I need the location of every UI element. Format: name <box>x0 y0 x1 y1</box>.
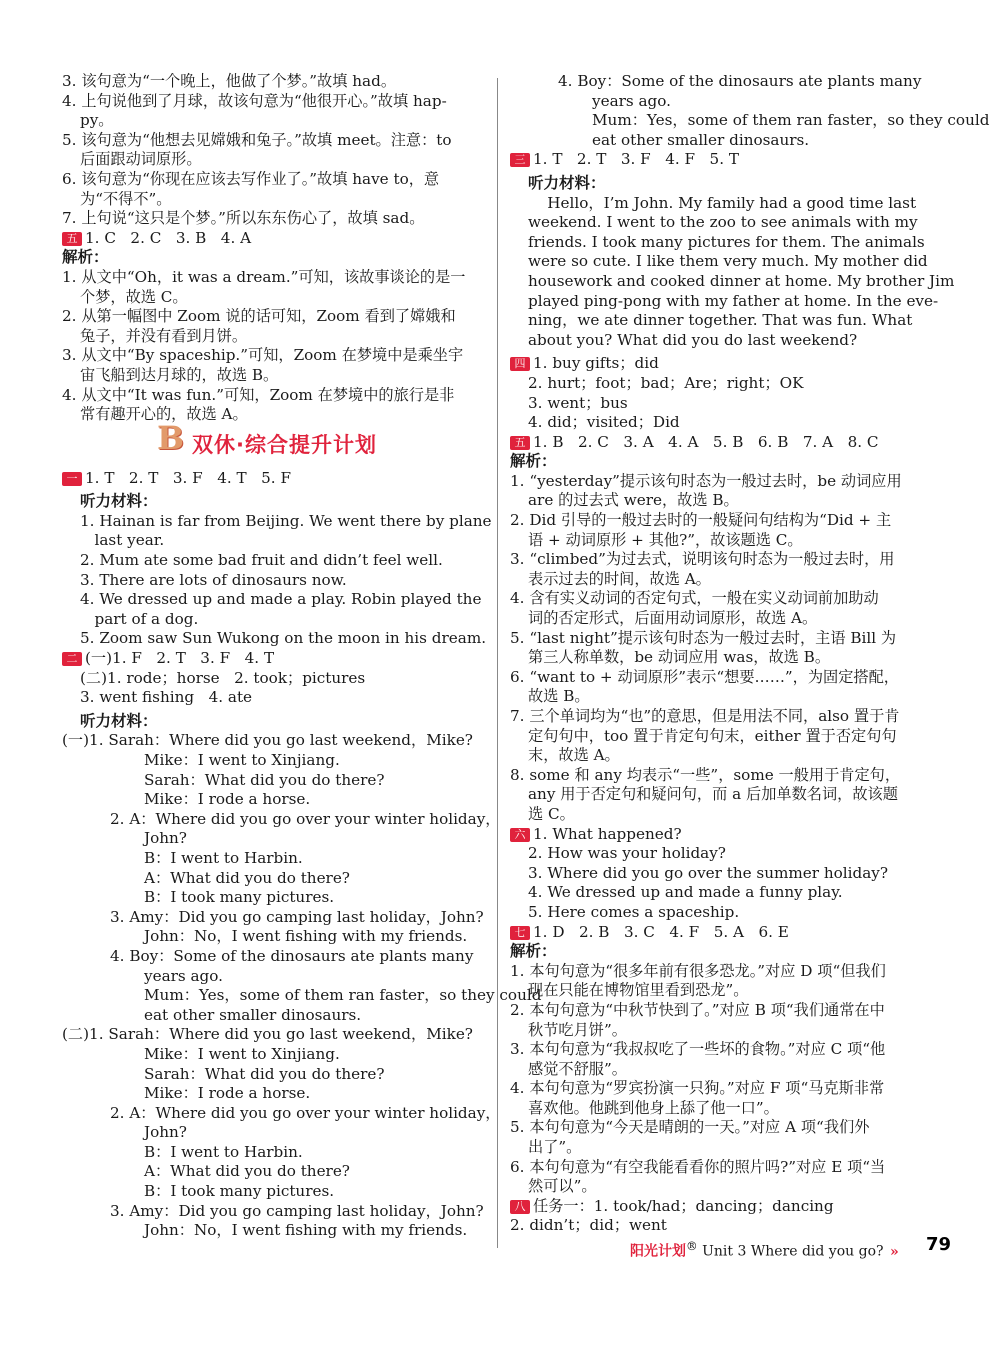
registered-mark: ® <box>686 1239 698 1253</box>
page-footer <box>630 1239 899 1261</box>
text-line: 语 + 动词原形 + 其他?”，故该题选 C。 <box>528 530 803 549</box>
analysis-heading: 解析： <box>62 248 109 267</box>
text-line: 6. 该句意为“你现在应该去写作业了。”故填 have to，意 <box>62 169 440 188</box>
text-line: years ago. <box>592 91 671 110</box>
section-six-answers: 六 1. What happened? <box>510 825 930 845</box>
text-line: 秋节吃月饼”。 <box>528 1020 627 1039</box>
section-banner <box>62 418 492 465</box>
text-line: 3. Where did you go over the summer holiday? <box>528 863 889 882</box>
text-line: 个梦，故选 C。 <box>80 287 188 306</box>
text-line: 4. 含有实义动词的否定句式，一般在实义动词前加助动 <box>510 589 879 608</box>
listening-passage <box>510 193 955 351</box>
page-number: 79 <box>926 1234 952 1255</box>
text-line: 4. 上句说他到了月球，故该句意为“他很开心。”故填 hap- <box>62 91 447 110</box>
unit-title: Unit 3 Where did you go? <box>702 1243 884 1260</box>
text-line: 6. 本句句意为“有空我能看看你的照片吗?”对应 E 项“当 <box>510 1157 886 1176</box>
text-line: 4. 本句句意为“罗宾扮演一只狗。”对应 F 项“马克斯非常 <box>510 1079 885 1098</box>
section-badge: 七 <box>510 926 530 940</box>
text-line: Mike：I rode a horse. <box>144 1084 311 1103</box>
section-two-answers-line: (二)1. rode；horse 2. took；pictures <box>80 668 366 687</box>
text-line: 2. hurt；foot；bad；Are；right；OK <box>528 373 804 392</box>
analysis-heading: 解析： <box>510 942 557 961</box>
text-line: 常有趣开心的，故选 A。 <box>80 405 248 424</box>
text-line: played ping-pong with my father at home. In the eve- <box>528 291 939 310</box>
text-line: B：I went to Harbin. <box>144 1142 303 1161</box>
section-three-answers: 三 1. T 2. T 3. F 4. F 5. T <box>510 150 930 170</box>
section-one-answers: 一 1. T 2. T 3. F 4. T 5. F <box>62 469 492 489</box>
section-badge: 四 <box>510 357 530 371</box>
section-badge: 二 <box>62 652 82 666</box>
text-line: B：I went to Harbin. <box>144 848 303 867</box>
text-line: 定句句中，too 置于肯定句句末，either 置于否定句句 <box>528 726 897 745</box>
text-line: 5. Here comes a spaceship. <box>528 902 740 921</box>
text-line: 5. “last night”提示该句时态为一般过去时，主语 Bill 为 <box>510 628 897 647</box>
text-line: 4. We dressed up and made a funny play. <box>528 883 843 902</box>
text-line: 故选 B。 <box>528 687 590 706</box>
text-line: A：What did you do there? <box>144 1162 350 1181</box>
text-line: 3. 该句意为“一个晚上，他做了个梦。”故填 had。 <box>62 72 397 90</box>
listening-heading: 听力材料： <box>80 711 158 730</box>
text-line: Mum：Yes，some of them ran faster，so they could <box>592 111 990 130</box>
text-line: 3. “climbed”为过去式，说明该句时态为一般过去时，用 <box>510 550 895 569</box>
dialog-continuation <box>510 72 990 150</box>
text-line: 1. “yesterday”提示该句时态为一般过去时，be 动词应用 <box>510 471 902 490</box>
text-line: 4. We dressed up and made a play. Robin played the <box>80 590 482 609</box>
double-arrow-icon: » <box>889 1243 899 1260</box>
text-line: 3. Amy：Did you go camping last holiday，John? <box>110 907 484 926</box>
text-line: 喜欢他。他跳到他身上舔了他一口”。 <box>528 1098 779 1117</box>
section-badge: 五 <box>510 436 530 450</box>
banner-letter: B <box>157 418 185 457</box>
text-line: ning，we ate dinner together. That was fun. What <box>528 311 913 330</box>
text-line: years ago. <box>144 966 223 985</box>
section-seven-answers: 七 1. D 2. B 3. C 4. F 5. A 6. E <box>510 923 930 943</box>
text-line: 2. 本句句意为“中秋节快到了。”对应 B 项“我们通常在中 <box>510 1000 885 1019</box>
listening-heading: 听力材料： <box>528 173 606 192</box>
section-eight-answers: 八 任务一：1. took/had；dancing；dancing <box>510 1197 930 1217</box>
text-line: 1. Hainan is far from Beijing. We went there by plane <box>80 511 492 530</box>
text-line: any 用于否定句和疑问句，而 a 后加单数名词，故该题 <box>528 785 898 804</box>
brand-name: 阳光计划 <box>630 1243 686 1260</box>
text-line: John? <box>144 829 187 848</box>
section-five-answers: 五 1. B 2. C 3. A 4. A 5. B 6. B 7. A 8. C <box>510 433 930 453</box>
section-six-lines <box>510 844 930 922</box>
banner-title: 双休·综合提升计划 <box>192 432 377 457</box>
text-line: 2. 从第一幅图中 Zoom 说的话可知，Zoom 看到了嫦娥和 <box>62 307 456 326</box>
text-line: 末，故选 A。 <box>528 746 620 765</box>
text-line: 选 C。 <box>528 804 575 823</box>
text-line: 词的否定形式，后面用动词原形，故选 A。 <box>528 609 818 628</box>
text-line: 5. 本句句意为“今天是晴朗的一天。”对应 A 项“我们外 <box>510 1118 870 1137</box>
text-line: 7. 三个单词均为“也”的意思，但是用法不同，also 置于肯 <box>510 707 900 725</box>
text-line: friends. I took many pictures for them. The animals <box>528 232 925 251</box>
text-line: 3. 本句句意为“我叔叔吃了一些坏的食物。”对应 C 项“他 <box>510 1040 886 1059</box>
section-badge: 五 <box>62 232 82 246</box>
text-line: 5. 该句意为“他想去见嫦娥和兔子。”故填 meet。注意：to <box>62 130 452 149</box>
answer-notes-block <box>62 72 492 229</box>
section-badge: 八 <box>510 1200 530 1214</box>
text-line: B：I took many pictures. <box>144 1182 335 1201</box>
text-line: Mum：Yes，some of them ran faster，so they could <box>144 986 542 1005</box>
text-line: weekend. I went to the zoo to see animals with my <box>528 213 918 232</box>
right-column <box>510 72 990 1236</box>
text-line: 3. Amy：Did you go camping last holiday，John? <box>110 1201 484 1220</box>
analysis-block <box>62 268 492 425</box>
text-line: 2. A：Where did you go over your winter holiday， <box>110 1103 501 1122</box>
text-line: 2. Mum ate some bad fruit and didn’t feel well. <box>80 551 443 570</box>
text-line: 兔子，并没有看到月饼。 <box>80 326 248 345</box>
section-four-answers: 四 1. buy gifts；did <box>510 354 930 374</box>
left-column <box>62 72 542 1241</box>
text-line: John? <box>144 1123 187 1142</box>
text-line: 1. 从文中“Oh，it was a dream.”可知，该故事谈论的是一 <box>62 267 466 286</box>
section-badge: 一 <box>62 472 82 486</box>
text-line: 3. went；bus <box>528 393 628 412</box>
analysis-heading: 解析： <box>510 452 557 471</box>
section-four-lines <box>510 374 930 433</box>
text-line: John：No，I went fishing with my friends. <box>144 1221 468 1240</box>
text-line: 4. Boy：Some of the dinosaurs ate plants many <box>110 946 474 965</box>
text-line: 后面跟动词原形。 <box>80 150 202 169</box>
text-line: 2. A：Where did you go over your winter holiday， <box>110 809 501 828</box>
section-two-answers: 二 (一)1. F 2. T 3. F 4. T <box>62 649 492 669</box>
listening-script <box>62 512 492 649</box>
text-line: 5. Zoom saw Sun Wukong on the moon in his dream. <box>80 629 487 648</box>
section-badge: 六 <box>510 828 530 842</box>
text-line: 4. did；visited；Did <box>528 413 680 432</box>
text-line: Hello，I’m John. My family had a good time last <box>528 193 917 212</box>
text-line: are 的过去式 were，故选 B。 <box>528 491 739 510</box>
text-line: Mike：I rode a horse. <box>144 790 311 809</box>
text-line: 1. 本句句意为“很多年前有很多恐龙。”对应 D 项“但我们 <box>510 961 886 980</box>
text-line: (一)1. Sarah：Where did you go last weekend，Mike? <box>62 731 473 750</box>
text-line: 出了”。 <box>528 1138 582 1157</box>
text-line: 宙飞船到达月球的，故选 B。 <box>80 365 279 384</box>
listening-heading: 听力材料： <box>80 492 158 511</box>
text-line: eat other smaller dinosaurs. <box>592 130 810 149</box>
text-line: were so cute. I like them very much. My mother did <box>528 252 928 271</box>
text-line: 8. some 和 any 均表示“一些”，some 一般用于肯定句， <box>510 765 901 784</box>
text-line: 第三人称单数，be 动词应用 was，故选 B。 <box>528 648 831 667</box>
text-line: 3. There are lots of dinosaurs now. <box>80 570 347 589</box>
text-line: 7. 上句说“这只是个梦。”所以东东伤心了，故填 sad。 <box>62 209 425 228</box>
text-line: eat other smaller dinosaurs. <box>144 1005 362 1024</box>
text-line: housework and cooked dinner at home. My brother Jim <box>528 271 955 290</box>
text-line: Mike：I went to Xinjiang. <box>144 751 340 769</box>
text-line: Sarah：What did you do there? <box>144 1064 385 1083</box>
text-line: (二)1. Sarah：Where did you go last weekend，Mike? <box>62 1025 473 1044</box>
text-line: 表示过去的时间，故选 A。 <box>528 569 711 588</box>
text-line: 然可以”。 <box>528 1177 597 1196</box>
section-badge: 三 <box>510 153 530 167</box>
section-eight-line: 2. didn’t；did；went <box>510 1216 667 1235</box>
text-line: Sarah：What did you do there? <box>144 770 385 789</box>
text-line: 6. “want to + 动词原形”表示“想要……”，为固定搭配， <box>510 667 899 686</box>
text-line: 感觉不舒服”。 <box>528 1059 627 1078</box>
analysis-block <box>510 962 930 1197</box>
text-line: Mike：I went to Xinjiang. <box>144 1044 340 1063</box>
column-divider <box>497 78 498 1248</box>
section-five-answers: 五 1. C 2. C 3. B 4. A <box>62 229 492 249</box>
text-line: A：What did you do there? <box>144 868 350 887</box>
text-line: 3. 从文中“By spaceship.”可知，Zoom 在梦境中是乘坐宇 <box>62 346 464 365</box>
text-line: 2. How was your holiday? <box>528 844 726 863</box>
text-line: John：No，I went fishing with my friends. <box>144 927 468 946</box>
text-line: 2. Did 引导的一般过去时的一般疑问句结构为“Did + 主 <box>510 511 892 530</box>
text-line: B：I took many pictures. <box>144 888 335 907</box>
text-line: py。 <box>80 111 114 130</box>
section-two-answers-line: 3. went fishing 4. ate <box>80 688 253 707</box>
text-line: 4. 从文中“It was fun.”可知，Zoom 在梦境中的旅行是非 <box>62 385 455 404</box>
text-line: 为“不得不”。 <box>80 189 172 208</box>
text-line: last year. <box>80 531 165 550</box>
analysis-block <box>510 472 930 825</box>
text-line: about you? What did you do last weekend? <box>528 330 858 349</box>
text-line: 4. Boy：Some of the dinosaurs ate plants many <box>558 72 922 90</box>
text-line: 现在只能在博物馆里看到恐龙”。 <box>528 981 749 1000</box>
text-line: part of a dog. <box>80 609 199 628</box>
